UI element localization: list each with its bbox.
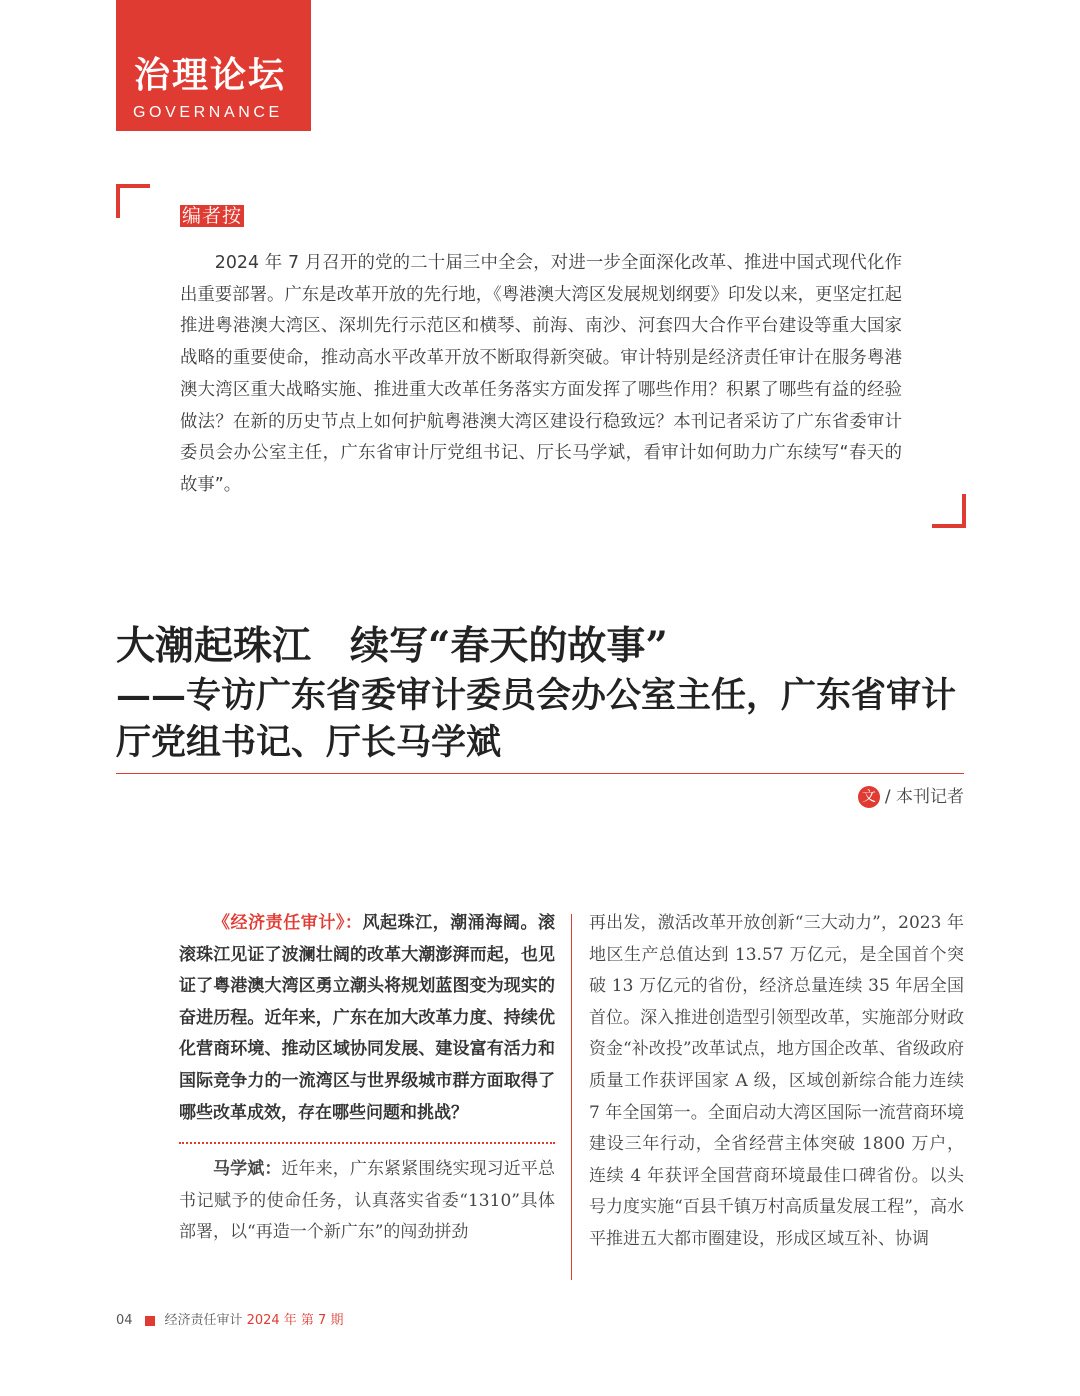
answer-text: 近年来，广东紧紧围绕实现习近平总书记赋予的使命任务，认真落实省委“1310”具体部署，以“再造一个新广东”的闯劲拼劲 (179, 1159, 556, 1243)
byline-text: / 本刊记者 (884, 787, 964, 807)
answer-label: 马学斌： (213, 1159, 282, 1180)
column-divider (571, 914, 572, 1280)
dotted-separator (179, 1142, 555, 1144)
section-title: 治理论坛 (134, 55, 287, 96)
editor-note-label: 编者按 (182, 205, 243, 227)
right-column-text: 再出发，激活改革开放创新“三大动力”，2023 年地区生产总值达到 13.57 万亿元，是全国首个突破 13 万亿元的省份，经济总量连续 35 年居全国首位。深入推进创造型引领型改革，实施部分财政资金“补改投”改革试点，地方国企改革、省级政府质量工作获评国家 A 级，区域创新综合能力连续 7 年全国第一。全面启动大湾区国际一流营商环境建设三年行动，全省经营主体突破 1800 万户，连续 4 年获评全国营商环境最佳口碑省份。以头号力度实施“百县千镇万村高质量发展工程”，高水平推进五大都市圈建设，形成区域互补、协调 (589, 913, 965, 1249)
byline (858, 786, 964, 808)
page-number: 04 (116, 1313, 133, 1328)
title-divider (116, 773, 964, 774)
interview-question (179, 908, 555, 1129)
corner-bracket-top-left (116, 184, 150, 218)
article-title: 大潮起珠江 续写“春天的故事” (116, 623, 668, 669)
page-footer (116, 1313, 343, 1329)
question-text: 风起珠江，潮涌海阔。滚滚珠江见证了波澜壮阔的改革大潮澎湃而起，也见证了粤港澳大湾区勇立潮头将规划蓝图变为现实的奋进历程。近年来，广东在加大改革力度、持续优化营商环境、推动区域协同发展、建设富有活力和国际竞争力的一流湾区与世界级城市群方面取得了哪些改革成效，存在哪些问题和挑战？ (179, 913, 556, 1123)
section-title-en: GOVERNANCE (133, 104, 283, 121)
question-label: 《经济责任审计》： (213, 913, 363, 933)
corner-bracket-bottom-right (932, 494, 966, 528)
issue-label: 2024 年 第 7 期 (246, 1313, 344, 1328)
left-column (179, 908, 555, 1249)
article-subtitle: ——专访广东省委审计委员会办公室主任，广东省审计厅党组书记、厅长马学斌 (116, 675, 957, 763)
editor-note-text: 2024 年 7 月召开的党的二十届三中全会，对进一步全面深化改革、推进中国式现代化作出重要部署。广东是改革开放的先行地，《粤港澳大湾区发展规划纲要》印发以来，更坚定扛起推进粤港澳大湾区、深圳先行示范区和横琴、前海、南沙、河套四大合作平台建设等重大国家战略的重要使命，推动高水平改革开放不断取得新突破。审计特别是经济责任审计在服务粤港澳大湾区重大战略实施、推进重大改革任务落实方面发挥了哪些作用？积累了哪些有益的经验做法？在新的历史节点上如何护航粤港澳大湾区建设行稳致远？本刊记者采访了广东省委审计委员会办公室主任，广东省审计厅党组书记、厅长马学斌，看审计如何助力广东续写“春天的故事”。 (180, 253, 902, 495)
interview-answer (179, 1154, 555, 1249)
magazine-name: 经济责任审计 (164, 1313, 243, 1328)
byline-mark-icon: 文 (858, 786, 880, 808)
section-tag (116, 0, 311, 131)
footer-square-icon (145, 1316, 155, 1326)
